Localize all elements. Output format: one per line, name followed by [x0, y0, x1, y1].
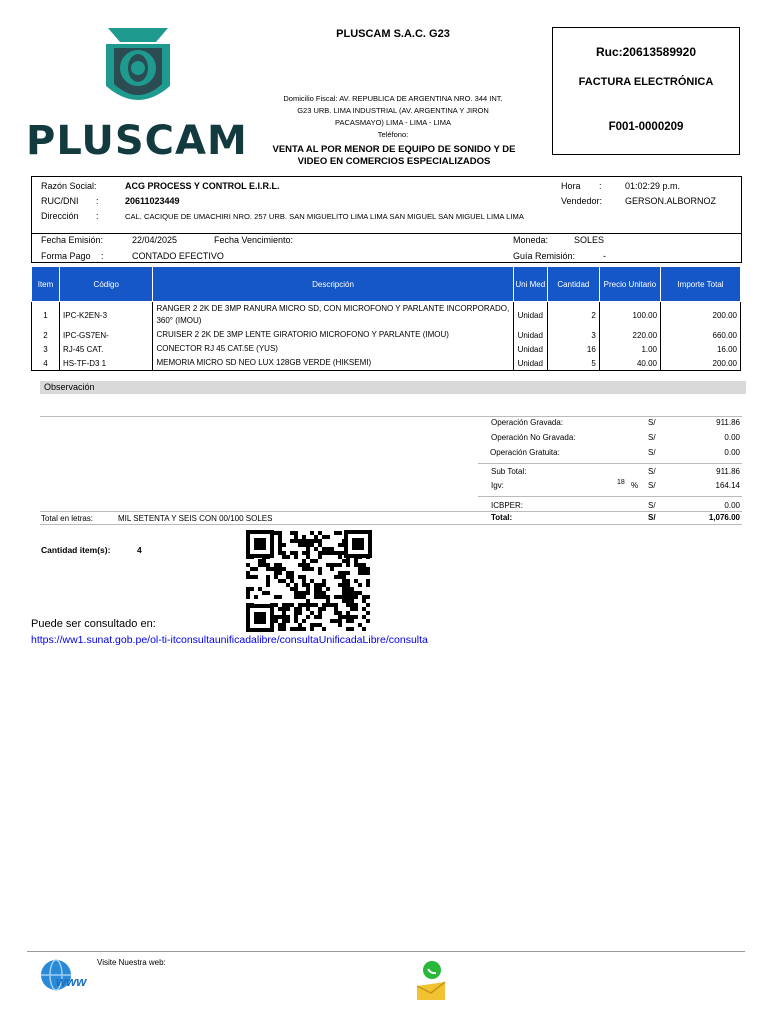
company-name: PLUSCAM S.A.C. G23	[336, 28, 450, 40]
hora-value: 01:02:29 p.m.	[625, 181, 681, 191]
cell-code: IPC-K2EN-3	[60, 302, 153, 329]
vendedor-value: GERSON.ALBORNOZ	[625, 196, 717, 206]
company-address	[262, 93, 524, 141]
vencimiento-label: Fecha Vencimiento:	[214, 235, 294, 245]
divider	[40, 416, 742, 417]
th-unimed: Uni Med	[513, 267, 547, 302]
th-codigo: Código	[60, 267, 153, 302]
moneda-value: SOLES	[574, 235, 605, 245]
cell-item: 2	[32, 328, 60, 342]
document-number: F001-0000209	[608, 121, 684, 133]
divider	[478, 463, 742, 464]
vendedor-label: Vendedor:	[561, 196, 603, 206]
address-line: G23 URB. LIMA INDUSTRIAL (AV. ARGENTINA Y JIRON	[297, 106, 489, 115]
meta-section	[31, 232, 742, 263]
cell-unit: Unidad	[513, 328, 547, 342]
divider	[40, 524, 742, 525]
moneda-label: Moneda:	[513, 235, 549, 245]
cell-unit: Unidad	[513, 302, 547, 329]
document-type: FACTURA ELECTRÓNICA	[578, 76, 714, 88]
emision-value: 22/04/2025	[132, 235, 178, 245]
globe-www-icon[interactable]	[38, 958, 92, 996]
th-item: Item	[32, 267, 60, 302]
dir-label: Dirección	[41, 211, 79, 221]
table-row	[32, 328, 741, 342]
www-text: www	[56, 974, 87, 989]
whatsapp-mail-icon[interactable]	[415, 960, 447, 1002]
cell-code: RJ-45 CAT.	[60, 342, 153, 356]
qr-code-icon	[246, 530, 372, 632]
company-activity	[258, 144, 530, 168]
address-line: PACASMAYO) LIMA - LIMA - LIMA	[335, 118, 451, 127]
document-ruc: Ruc:20613589920	[595, 45, 697, 59]
observacion-bar: Observación	[40, 381, 746, 394]
cell-qty: 5	[547, 356, 599, 371]
divider	[40, 511, 742, 512]
address-line: Domicilio Fiscal: AV. REPUBLICA DE ARGENTINA NRO. 344 INT.	[283, 94, 503, 103]
activity-line: VIDEO EN COMERCIOS ESPECIALIZADOS	[297, 156, 491, 167]
logo-text: PLUSCAM	[26, 118, 248, 164]
guia-label: Guía Remisión:	[513, 251, 576, 261]
address-line: Teléfono:	[377, 130, 409, 139]
guia-value: -	[603, 251, 606, 261]
hora-label: Hora	[561, 181, 581, 191]
dir-colon: :	[96, 211, 99, 221]
cell-desc: RANGER 2 2K DE 3MP RANURA MICRO SD, CON MICROFONO Y PARLANTE INCORPORADO, 360° (IMOU)	[153, 302, 513, 329]
cell-total: 200.00	[661, 356, 741, 371]
pago-colon: :	[101, 251, 104, 261]
logo-shield-eye-icon	[26, 26, 238, 121]
table-header-row	[32, 267, 741, 302]
cantidad-label: Cantidad item(s):	[41, 545, 111, 555]
letras-value: MIL SETENTA Y SEIS CON 00/100 SOLES	[118, 514, 273, 523]
cell-price: 100.00	[599, 302, 660, 329]
cell-price: 1.00	[599, 342, 660, 356]
pago-value: CONTADO EFECTIVO	[132, 251, 224, 261]
consulta-link[interactable]: https://ww1.sunat.gob.pe/ol-ti-itconsultaunificadalibre/consultaUnificadaLibre/consulta	[31, 634, 428, 646]
letras-label: Total en letras:	[41, 514, 94, 523]
cell-price: 220.00	[599, 328, 660, 342]
totals-total: Total: S/ 1,076.00	[491, 513, 740, 522]
th-descripcion: Descripción	[153, 267, 513, 302]
hora-colon: :	[599, 181, 602, 191]
cell-item: 1	[32, 302, 60, 329]
cell-item: 4	[32, 356, 60, 371]
cell-qty: 3	[547, 328, 599, 342]
totals-subtotal: Sub Total: S/ 911.86	[491, 467, 740, 476]
divider	[478, 496, 742, 497]
cell-unit: Unidad	[513, 342, 547, 356]
table-row	[32, 342, 741, 356]
cell-total: 200.00	[661, 302, 741, 329]
cell-qty: 16	[547, 342, 599, 356]
cell-unit: Unidad	[513, 356, 547, 371]
cell-code: HS-TF-D3 1	[60, 356, 153, 371]
client-section	[31, 176, 742, 234]
table-row	[32, 356, 741, 371]
totals-gratuita: Operación Gratuita: S/ 0.00	[490, 448, 740, 457]
th-precio: Precio Unitario	[599, 267, 660, 302]
cell-desc: CONECTOR RJ 45 CAT.5E (YUS)	[153, 342, 513, 356]
cell-desc: MEMORIA MICRO SD NEO LUX 128GB VERDE (HIKSEMI)	[153, 356, 513, 371]
document-box	[552, 27, 740, 155]
cell-total: 660.00	[661, 328, 741, 342]
emision-label: Fecha Emisión:	[41, 235, 104, 245]
table-row	[32, 302, 741, 329]
totals-icbper: ICBPER: S/ 0.00	[491, 501, 740, 510]
ruc-label: RUC/DNI	[41, 196, 79, 206]
razon-label: Razón Social:	[41, 181, 97, 191]
totals-gravada: Operación Gravada: S/ 911.86	[491, 418, 740, 427]
razon-value: ACG PROCESS Y CONTROL E.I.R.L.	[125, 181, 280, 191]
th-cantidad: Cantidad	[547, 267, 599, 302]
cantidad-value: 4	[137, 545, 142, 555]
consulta-label: Puede ser consultado en:	[31, 618, 156, 630]
totals-igv: Igv: 18 % S/ 164.14	[491, 479, 740, 490]
th-importe: Importe Total	[661, 267, 741, 302]
ruc-value: 20611023449	[125, 196, 180, 206]
dir-value: CAL. CACIQUE DE UMACHIRI NRO. 257 URB. SAN MIGUELITO LIMA LIMA SAN MIGUEL SAN MIGUEL LIMA LIMA	[125, 212, 524, 221]
items-table	[31, 266, 741, 371]
pago-label: Forma Pago	[41, 251, 91, 261]
footer-divider	[27, 951, 745, 952]
cell-item: 3	[32, 342, 60, 356]
ruc-colon: :	[96, 196, 99, 206]
totals-nogravada: Operación No Gravada: S/ 0.00	[491, 433, 740, 442]
cell-code: IPC-GS7EN-	[60, 328, 153, 342]
web-label: Visite Nuestra web:	[97, 958, 166, 967]
cell-price: 40.00	[599, 356, 660, 371]
cell-total: 16.00	[661, 342, 741, 356]
cell-qty: 2	[547, 302, 599, 329]
cell-desc: CRUISER 2 2K DE 3MP LENTE GIRATORIO MICROFONO Y PARLANTE (IMOU)	[153, 328, 513, 342]
activity-line: VENTA AL POR MENOR DE EQUIPO DE SONIDO Y DE	[272, 144, 516, 155]
